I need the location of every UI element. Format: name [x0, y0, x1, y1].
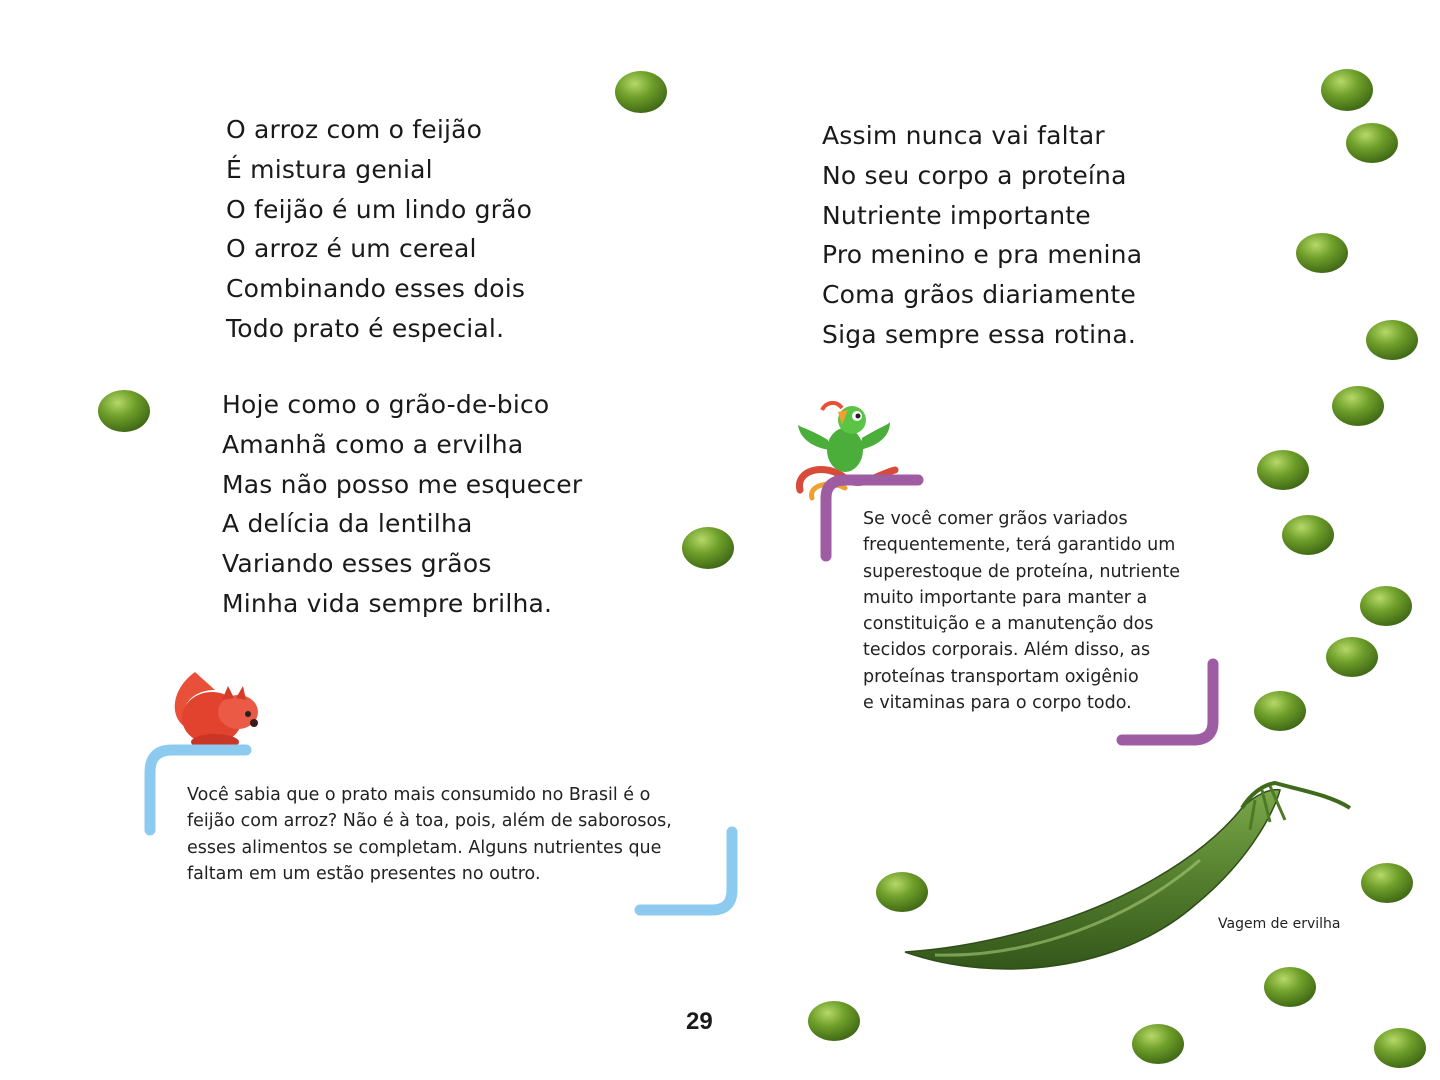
poem-line: Minha vida sempre brilha.: [222, 588, 553, 618]
poem-line: No seu corpo a proteína: [822, 160, 1127, 190]
poem-line: Pro menino e pra menina: [822, 240, 1143, 270]
poem-line: O arroz com o feijão: [226, 115, 483, 144]
info-line: superestoque de proteína, nutriente: [863, 561, 1180, 582]
info-box-rice-beans: [187, 782, 672, 887]
info-line: esses alimentos se completam. Alguns nutrientes que: [187, 837, 662, 858]
poem-line: Variando esses grãos: [222, 549, 492, 579]
poem-line: O arroz é um cereal: [226, 234, 477, 264]
info-line: proteínas transportam oxigênio: [863, 666, 1139, 687]
page-number: 29: [686, 1008, 713, 1035]
poem-line: Todo prato é especial.: [226, 313, 505, 343]
pea-pod-caption: Vagem de ervilha: [1218, 916, 1341, 932]
poem-line: O feijão é um lindo grão: [226, 194, 533, 224]
info-line: Se você comer grãos variados: [863, 509, 1128, 529]
poem-line: Coma grãos diariamente: [822, 280, 1136, 310]
poem-line: É mistura genial: [226, 154, 433, 184]
info-line: tecidos corporais. Além disso, as: [863, 640, 1151, 661]
info-line: faltam em um estão presentes no outro.: [187, 863, 541, 884]
info-line: e vitaminas para o corpo todo.: [863, 693, 1132, 714]
poem-line: A delícia da lentilha: [222, 509, 473, 539]
info-line: feijão com arroz? Não é à toa, pois, além de saborosos,: [187, 811, 672, 832]
poem-line: Amanhã como a ervilha: [222, 429, 524, 459]
info-line: Você sabia que o prato mais consumido no Brasil é o: [187, 785, 651, 805]
info-line: constituição e a manutenção dos: [863, 614, 1154, 635]
poem-line: Siga sempre essa rotina.: [822, 319, 1137, 349]
poem-line: Hoje como o grão-de-bico: [222, 390, 550, 419]
squirrel-icon: [175, 672, 258, 750]
poem-line: Assim nunca vai faltar: [822, 121, 1105, 150]
poem-line: Nutriente importante: [822, 200, 1091, 230]
poem-stanza-1: [226, 110, 532, 349]
info-box-protein: [863, 506, 1180, 716]
poem-line: Combinando esses dois: [226, 274, 526, 304]
info-line: muito importante para manter a: [863, 587, 1148, 608]
info-line: frequentemente, terá garantido um: [863, 535, 1176, 556]
poem-line: Mas não posso me esquecer: [222, 469, 583, 499]
poem-stanza-2: [222, 385, 582, 624]
poem-stanza-3: [822, 116, 1142, 355]
